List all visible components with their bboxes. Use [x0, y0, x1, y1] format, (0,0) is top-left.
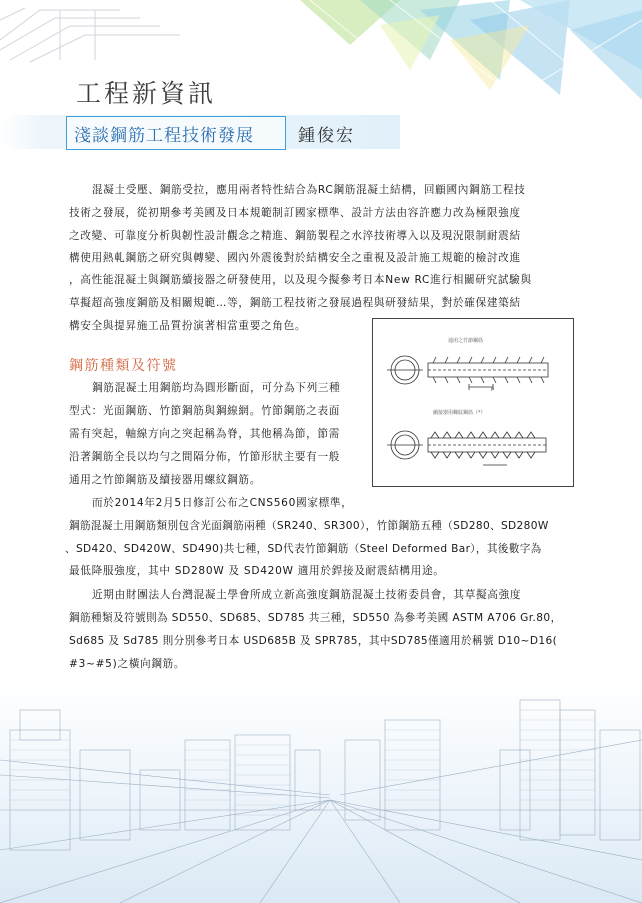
paragraph-line: 最低降服強度，其中 SD280W 及 SD420W 適用於銲接及耐震結構用途。 — [69, 565, 445, 577]
paragraph-line: 鋼筋混凝土用鋼筋均為圓形斷面，可分為下列三種 — [92, 382, 341, 394]
paragraph-line: 鋼筋種類及符號則為 SD550、SD685、SD785 共三種，SD550 為參考美國 ASTM A706 Gr.80， — [69, 612, 562, 624]
paragraph-line: 之改變、可靠度分析與韌性設計觀念之精進、鋼筋製程之水淬技術導入以及現況限制耐震結 — [69, 230, 521, 242]
paragraph-line: 型式：光面鋼筋、竹節鋼筋與鋼線網。竹節鋼筋之表面 — [69, 405, 341, 417]
decorative-line-art-top-left — [0, 0, 200, 70]
paragraph-line: 構使用熱軋鋼筋之研究與轉變、國內外震後對於結構安全之重視及設計施工規範的檢討改進 — [69, 252, 521, 264]
paragraph-line: 沿著鋼筋全長以均勻之間隔分佈，竹節形狀主要有一般 — [69, 451, 341, 463]
section-title: 工程新資訊 — [76, 79, 217, 108]
deformed-bar-diagram — [373, 343, 573, 407]
paragraph-line: 技術之發展，從初期參考美國及日本規範制訂國家標準、設計方法由容許應力改為極限強度 — [69, 207, 521, 219]
figure-label-p: P — [491, 387, 495, 393]
author-name: 鍾俊宏 — [298, 126, 355, 146]
decorative-geometric-art-top-right — [270, 0, 642, 100]
paragraph-line: ，高性能混凝土與鋼筋續接器之研發使用，以及現今擬參考日本New RC進行相關研究試驗與 — [69, 274, 532, 286]
figure-caption-top: 通用之竹節鋼筋 — [448, 338, 484, 344]
paragraph-line: 鋼筋混凝土用鋼筋類別包含光面鋼筋兩種（SR240、SR300），竹節鋼筋五種（SD280、SD280W — [69, 520, 549, 532]
paragraph-line: Sd685 及 Sd785 則分別參考日本 USD685B 及 SPR785，其中SD785僅適用於稱號 D10~D16( — [69, 635, 558, 647]
paragraph-line: 近期由財團法人台灣混凝土學會所成立新高強度鋼筋混凝土技術委員會，其草擬高強度 — [92, 589, 522, 601]
paragraph-line: 需有突起，軸線方向之突起稱為脊，其他稱為節，節需 — [69, 428, 341, 440]
paragraph-line: 、SD420、SD420W、SD490)共七種，SD代表竹節鋼筋（Steel Deformed Bar），其後數字為 — [65, 543, 542, 555]
paragraph-line: 混凝土受壓、鋼筋受拉，應用兩者特性結合為RC鋼筋混凝土結構，回顧國內鋼筋工程技 — [92, 184, 526, 196]
paragraph-line: 而於2014年2月5日修訂公布之CNS560國家標準， — [92, 497, 353, 509]
threaded-bar-diagram — [373, 417, 573, 481]
article-title: 淺談鋼筋工程技術發展 — [74, 126, 254, 146]
paragraph-line: #3~#5)之橫向鋼筋。 — [69, 658, 186, 670]
decorative-cityscape-illustration — [0, 680, 642, 903]
paragraph-line: 通用之竹節鋼筋及續接器用螺紋鋼筋。 — [69, 474, 261, 486]
paragraph-line: 構安全與提昇施工品質扮演著相當重要之角色。 — [69, 320, 307, 332]
paragraph-line: 草擬超高強度鋼筋及相關規範…等，鋼筋工程技術之發展過程與研發結果，對於確保建築結 — [69, 297, 521, 309]
rebar-figure — [372, 318, 574, 487]
figure-caption-mid: 續接器用螺紋鋼筋（*） — [433, 410, 486, 416]
section-heading: 鋼筋種類及符號 — [69, 358, 178, 374]
